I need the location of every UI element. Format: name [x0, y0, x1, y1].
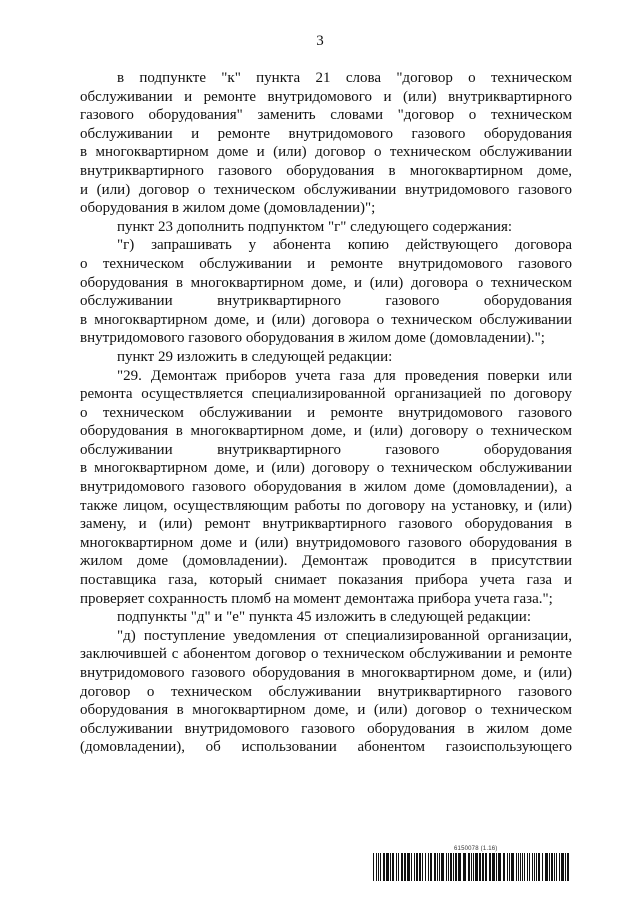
document-code: 6150078 (1.16): [454, 846, 498, 852]
text-line: "29. Демонтаж приборов учета газа для проведения поверки или: [117, 367, 572, 384]
text-line: оборудования в многоквартирном доме, и (или) договор о техническом: [80, 702, 572, 719]
text-line: жилом доме (домовладении). Демонтаж проводится в присутствии: [80, 553, 572, 570]
text-line: "д) поступление уведомления от специализированной организации,: [117, 627, 572, 644]
barcode: [373, 853, 569, 881]
text-line: обслуживании внутриквартирного газового оборудования: [80, 293, 572, 310]
text-line: обслуживании внутриквартирного газового оборудования: [80, 441, 572, 458]
text-line: договор о техническом обслуживании внутриквартирного газового: [80, 683, 572, 700]
text-line: (домовладении), об использовании абонентом газоиспользующего: [80, 739, 572, 756]
text-line: обслуживании и ремонте внутридомового газового оборудования: [80, 125, 572, 142]
text-line: в подпунктe "к" пункта 21 слова "договор о техническом: [117, 70, 572, 86]
text-line: ремонта осуществляется специализированной организацией по договору: [80, 386, 572, 403]
text-line: подпункты "д" и "е" пункта 45 изложить в следующей редакции:: [117, 609, 532, 626]
text-line: пункт 23 дополнить подпунктом "г" следующего содержания:: [117, 218, 513, 235]
text-line: обслуживании и ремонте внутридомового и (или) внутриквартирного: [80, 88, 572, 105]
text-line: в многоквартирном доме и (или) договор о техническом обслуживании: [80, 144, 572, 161]
text-line: проверяет сохранность пломб на момент демонтажа прибора учета газа.";: [80, 590, 553, 607]
text-line: "г) запрашивать у абонента копию действующего договора: [117, 237, 572, 254]
text-line: в многоквартирном доме, и (или) договора о техническом обслуживании: [80, 311, 572, 328]
text-line: внутриквартирного газового оборудования в многоквартирном доме,: [80, 162, 572, 179]
page-number: 3: [316, 33, 324, 49]
text-line: поставщика газа, который снимает показания прибора учета газа и: [80, 572, 572, 589]
text-line: о техническом обслуживании и ремонте внутридомового газового: [80, 404, 572, 421]
text-line: оборудования в многоквартирном доме, и (или) договору о техническом: [80, 423, 572, 440]
text-line: в многоквартирном доме, и (или) договору о техническом обслуживании: [80, 460, 572, 477]
text-line: также лицом, осуществляющим работы по договору на установку, и (или): [80, 497, 572, 514]
text-line: газового оборудования" заменить словами "договор о техническом: [80, 107, 572, 124]
document-body: [80, 69, 572, 757]
text-line: оборудования в жилом доме (домовладении)";: [80, 200, 376, 217]
text-line: внутридомового газового оборудования в жилом доме (домовладении), а: [80, 479, 572, 496]
text-line: и (или) договор о техническом обслуживании внутридомового газового: [80, 181, 572, 198]
text-line: внутридомового газового оборудования в жилом доме (домовладении).";: [80, 330, 545, 347]
text-line: замену, и (или) ремонт внутриквартирного газового оборудования в: [80, 516, 572, 533]
text-line: внутридомового газового оборудования в многоквартирном доме, и (или): [80, 665, 572, 681]
text-line: заключившей с абонентом договор о техническом обслуживании и ремонте: [80, 646, 572, 663]
text-line: оборудования в многоквартирном доме, и (или) договора о техническом: [80, 274, 572, 291]
text-line: пункт 29 изложить в следующей редакции:: [117, 348, 393, 365]
text-line: многоквартирном доме и (или) внутридомового газового оборудования в: [80, 534, 572, 551]
text-line: обслуживании внутридомового газового оборудования в жилом доме: [80, 720, 572, 737]
text-line: о техническом обслуживании и ремонте внутридомового газового: [80, 255, 572, 272]
